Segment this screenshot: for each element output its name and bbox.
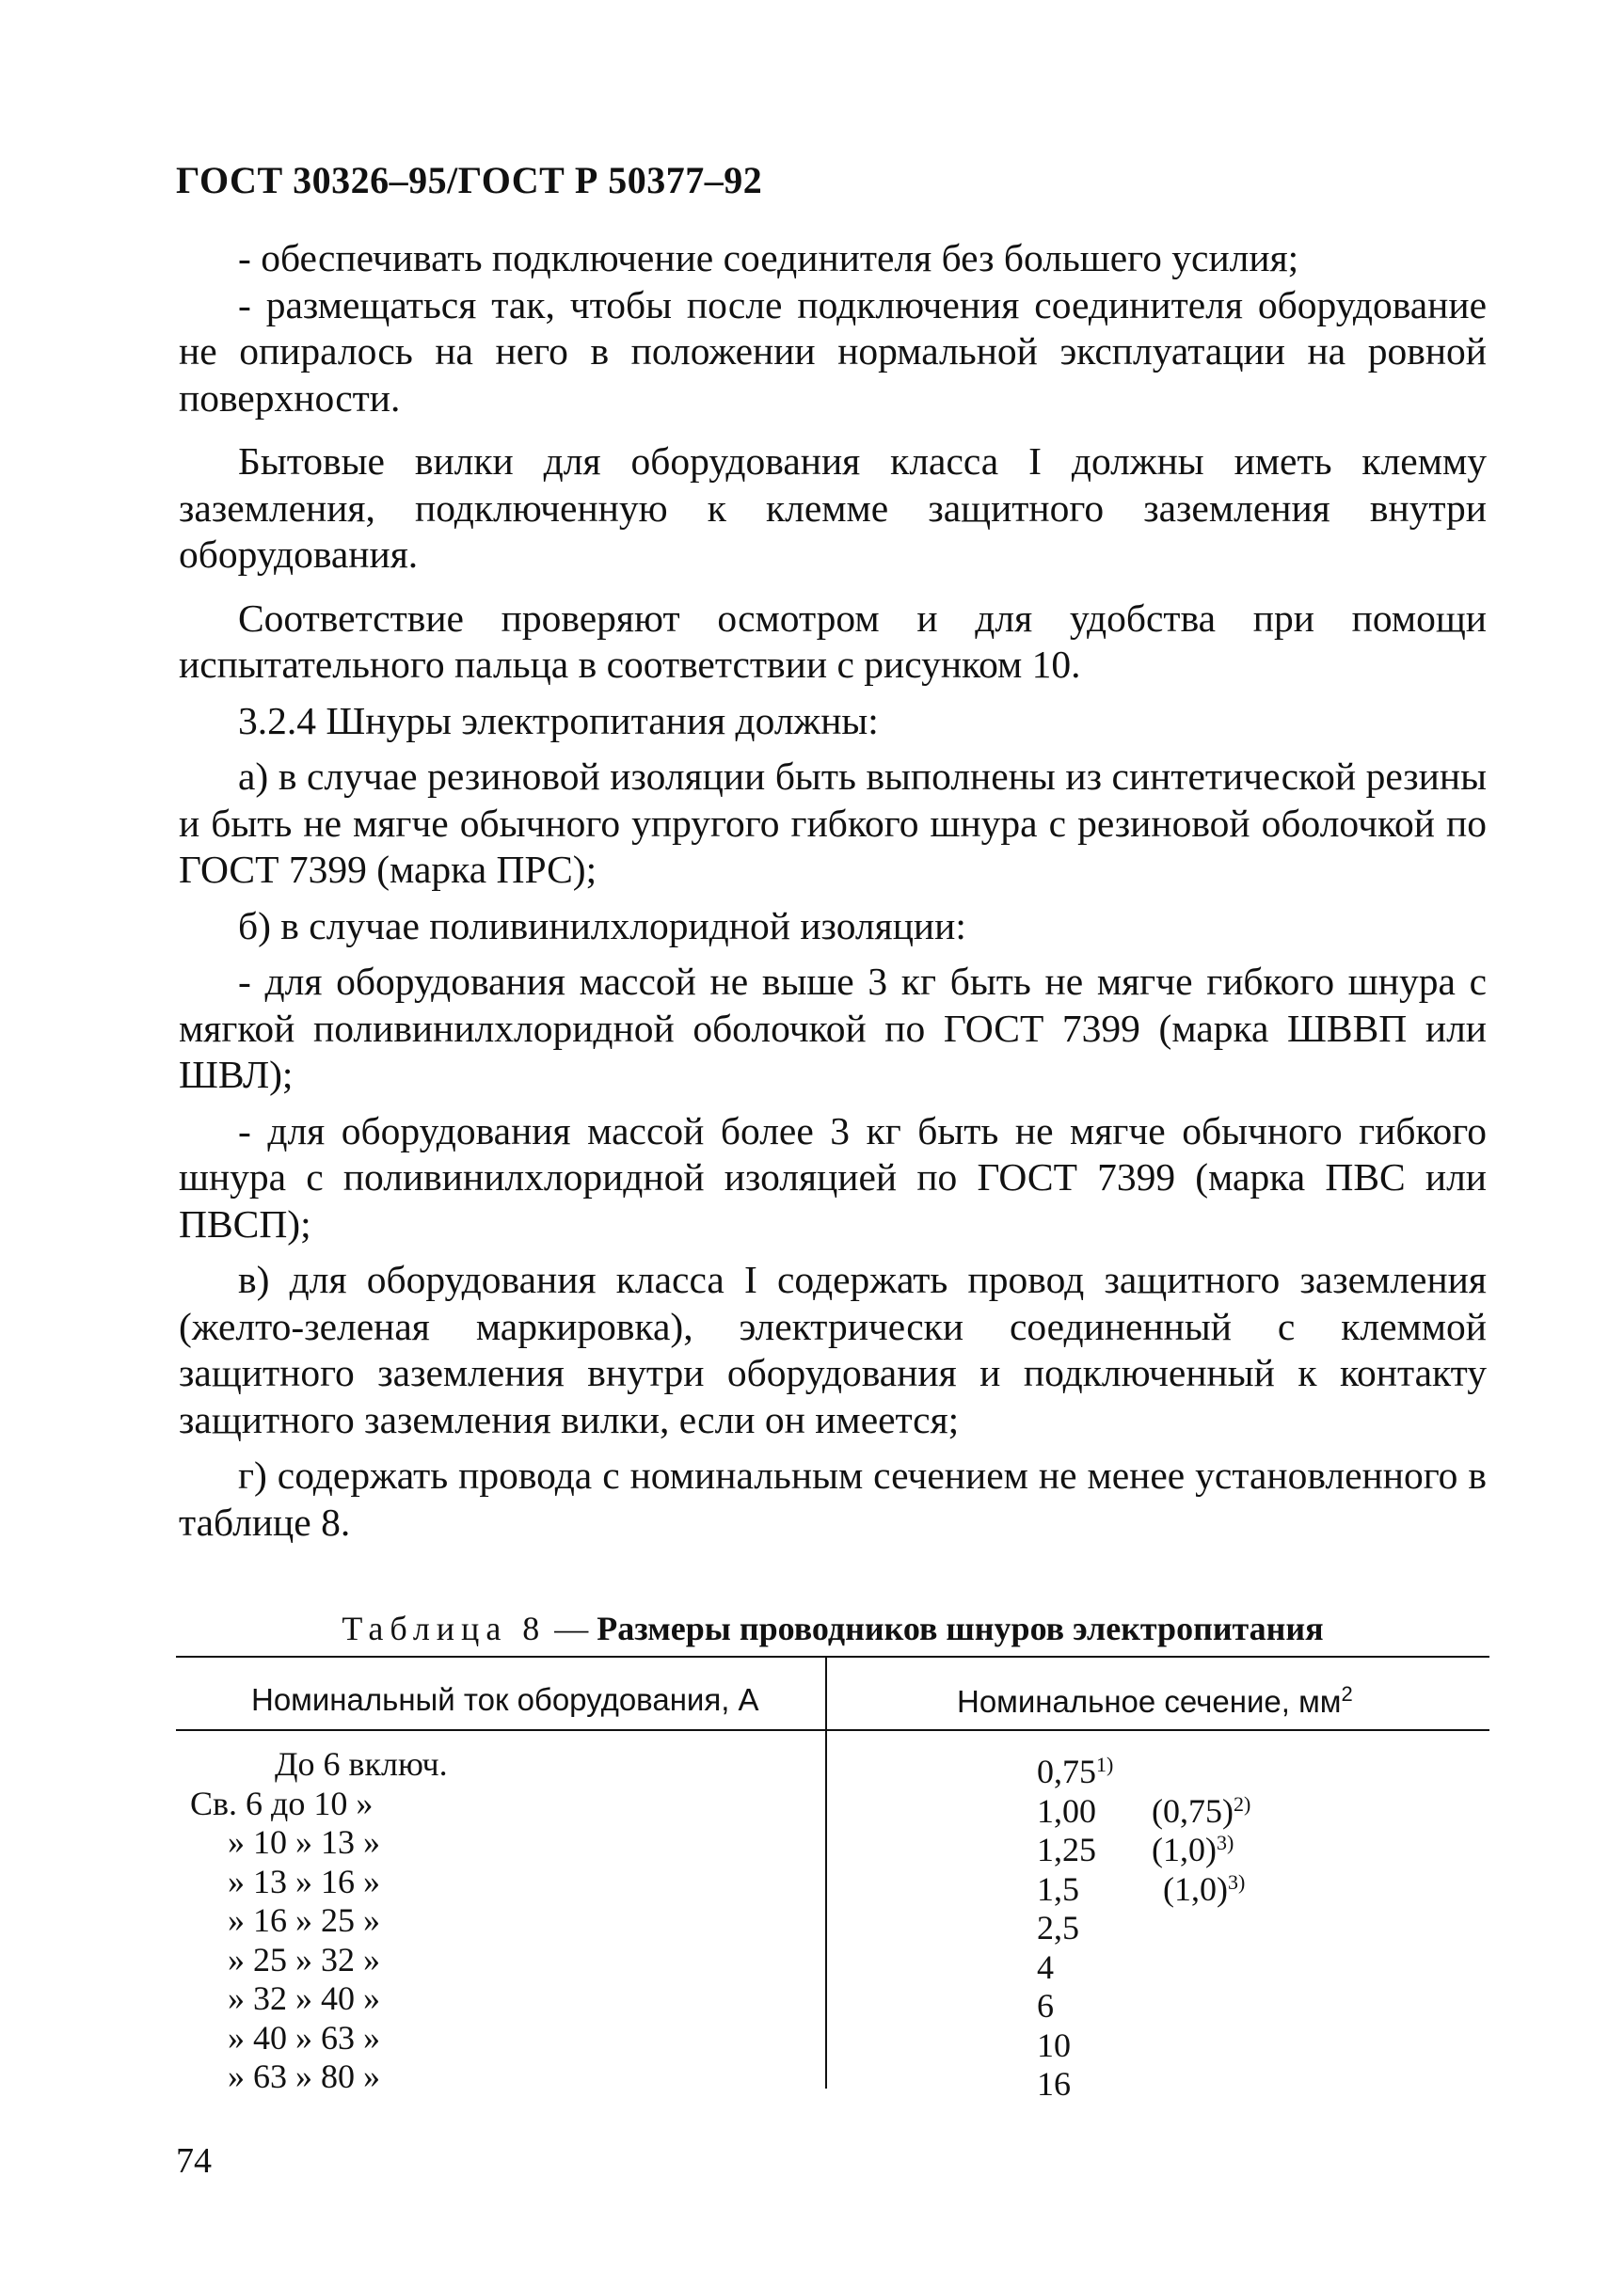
cell-section — [1037, 2058, 1071, 2105]
cell-section-value: 1,5 — [1037, 1869, 1079, 1908]
footnote-ref: 3) — [1227, 1869, 1246, 1894]
table-col-section — [1037, 1745, 1470, 2103]
cell-current: Св. 6 до 10 » — [190, 1784, 374, 1822]
cell-section-value: 6 — [1037, 1987, 1054, 2025]
table-row — [190, 1941, 811, 1980]
table-row — [1037, 1823, 1470, 1868]
table-row — [190, 2058, 811, 2097]
paragraph: Бытовые вилки для оборудования класса I должны иметь клемму заземления, подключенную к клемме защитного заземления внутри оборудования. — [179, 439, 1487, 576]
cell-section-value: 1,00 — [1037, 1791, 1096, 1830]
paragraph: - для оборудования массой более 3 кг быть не мягче обычного гибкого шнура с поливинилхлоридной изоляцией по ГОСТ 7399 (марка ПВС или ПВСП); — [179, 1108, 1487, 1246]
footnote-ref: 2) — [1233, 1791, 1251, 1816]
table-header-section — [957, 1682, 1353, 1720]
footnote-ref: 3) — [1216, 1831, 1234, 1854]
table-label: Таблица 8 — [342, 1610, 547, 1647]
table-row — [1037, 1979, 1470, 2025]
table-header-section-text: Номинальное сечение, мм — [957, 1684, 1342, 1719]
body-text — [179, 235, 1487, 1546]
footnote-ref: 1) — [1096, 1753, 1114, 1776]
table-title: Размеры проводников шнуров электропитания — [597, 1610, 1324, 1647]
table-row — [190, 1979, 811, 2019]
cell-current: До 6 включ. — [275, 1745, 448, 1783]
page-header: ГОСТ 30326–95/ГОСТ Р 50377–92 — [176, 159, 763, 201]
table-row — [190, 1863, 811, 1902]
table-row — [1037, 1785, 1470, 1830]
paragraph: г) содержать провода с номинальным сечением не менее установленного в таблице 8. — [179, 1454, 1487, 1544]
cell-section-alt-value: (1,0) — [1152, 1831, 1217, 1868]
paragraph: - для оборудования массой не выше 3 кг быть не мягче гибкого шнура с мягкой поливинилхлоридной оболочкой по ГОСТ 7399 (марка ШВВП или ШВЛ); — [179, 960, 1487, 1096]
cell-section-value: 10 — [1037, 2026, 1071, 2064]
cell-section-value: 16 — [1037, 2065, 1071, 2103]
table-8 — [176, 1656, 1489, 2103]
table-row — [190, 1823, 811, 1863]
table-row — [1037, 1901, 1470, 1946]
cell-current: » 40 » 63 » — [228, 2018, 380, 2057]
cell-section-value: 4 — [1037, 1947, 1054, 1986]
table-row — [1037, 1863, 1470, 1908]
cell-section-alt-value: (1,0) — [1163, 1869, 1228, 1908]
paragraph: в) для оборудования класса I содержать провод защитного заземления (желто-зеленая маркировка), электрически соединенный с клеммой защитного заземления внутри оборудования и подключенный к контакту защитного заземления вилки, если он имеется; — [179, 1258, 1487, 1441]
paragraph: а) в случае резиновой изоляции быть выполнены из синтетической резины и быть не мягче обычного упругого гибкого шнура с резиновой оболочкой по ГОСТ 7399 (марка ПРС); — [179, 755, 1487, 891]
cell-current: » 13 » 16 » — [228, 1862, 380, 1900]
table-caption-dash: — — [546, 1610, 597, 1647]
table-col-current — [190, 1745, 811, 2097]
table-row — [190, 2019, 811, 2058]
cell-current: » 25 » 32 » — [228, 1940, 380, 1978]
cell-section-value: 1,25 — [1037, 1831, 1096, 1868]
table-row — [1037, 2058, 1470, 2103]
section-heading: 3.2.4 Шнуры электропитания должны: — [238, 698, 879, 742]
table-row — [1037, 2019, 1470, 2064]
paragraph: - размещаться так, чтобы после подключения соединителя оборудование не опиралось на него в положении нормальной эксплуатации на ровной поверхности. — [179, 282, 1487, 420]
page-number: 74 — [176, 2141, 212, 2181]
paragraph: б) в случае поливинилхлоридной изоляции: — [238, 903, 966, 947]
table-row — [190, 1901, 811, 1941]
cell-current: » 16 » 25 » — [228, 1901, 380, 1939]
table-header-rule — [176, 1729, 1489, 1731]
table-header-section-sup: 2 — [1341, 1682, 1353, 1706]
table-column-divider — [825, 1656, 827, 2089]
table-row — [190, 1745, 811, 1785]
cell-current: » 32 » 40 » — [228, 1979, 380, 2017]
paragraph: Соответствие проверяют осмотром и для удобства при помощи испытательного пальца в соответствии с рисунком 10. — [179, 596, 1487, 686]
paragraph: - обеспечивать подключение соединителя без большего усилия; — [238, 236, 1299, 279]
table-row — [1037, 1745, 1470, 1790]
cell-section-value: 0,75 — [1037, 1753, 1096, 1790]
cell-section-alt-value: (0,75) — [1152, 1791, 1234, 1830]
cell-section-value: 2,5 — [1037, 1909, 1079, 1946]
table-top-rule — [176, 1656, 1489, 1658]
table-caption — [176, 1609, 1489, 1648]
table-row — [190, 1785, 811, 1824]
cell-current: » 10 » 13 » — [228, 1823, 380, 1861]
table-header-current: Номинальный ток оборудования, А — [251, 1682, 759, 1717]
table-row — [1037, 1941, 1470, 1986]
cell-current: » 63 » 80 » — [228, 2058, 380, 2095]
